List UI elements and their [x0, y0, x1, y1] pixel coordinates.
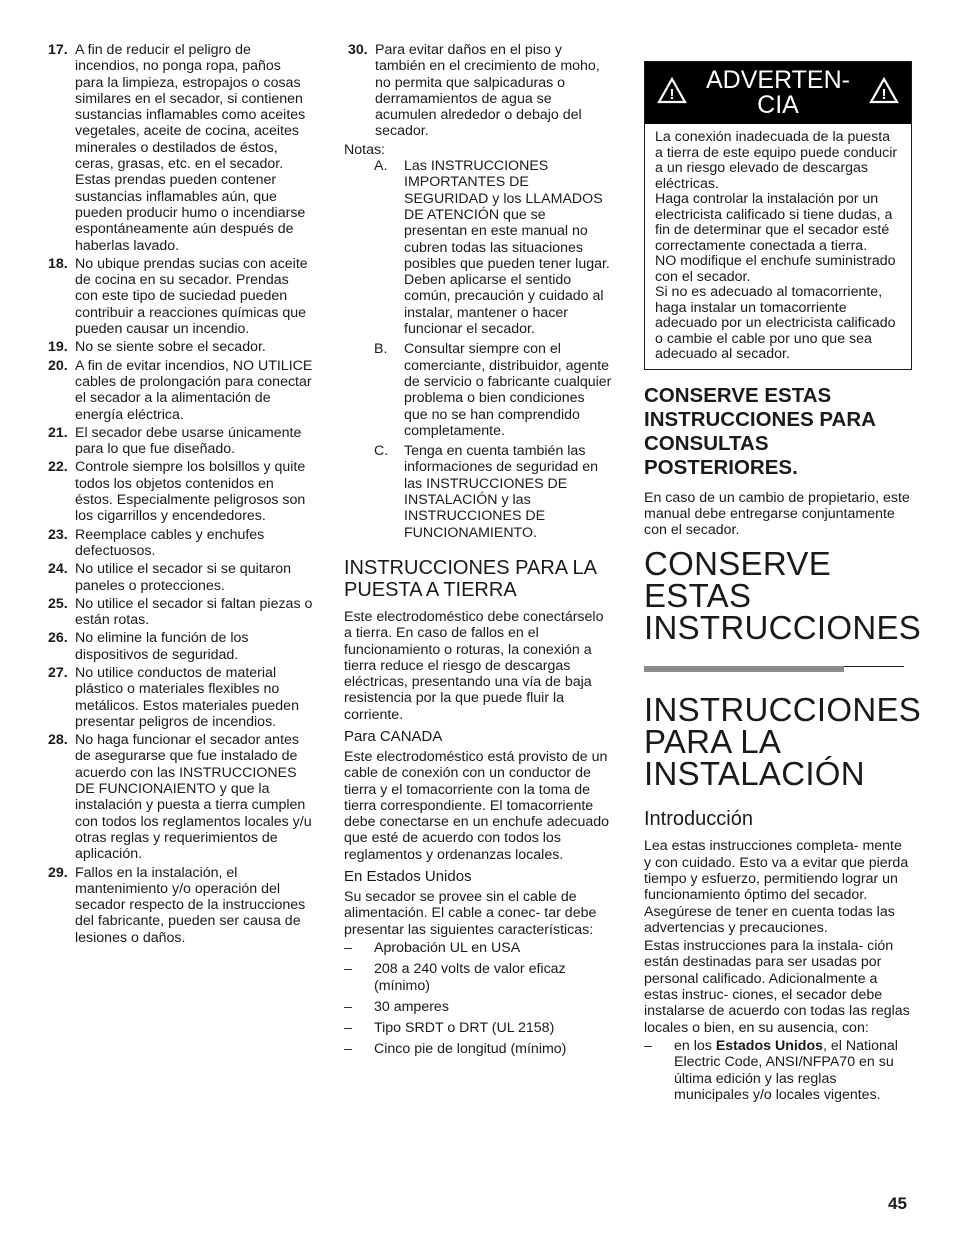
note-text: Las INSTRUCCIONES IMPORTANTES DE SEGURIDAD y los LLAMADOS DE ATENCIÓN que se presentan en este manual no cubren todas las situaciones posibles que pueden tener lugar. Deben aplicarse el sentido común, precaución y cuidado al instalar, mantener o hacer funcionar el secador. [404, 158, 610, 338]
column-left [48, 42, 313, 948]
dash-bullet: – [344, 961, 352, 978]
list-item-30 [348, 42, 612, 140]
item-text: No utilice el secador si se quitaron paneles o protecciones. [75, 561, 292, 594]
list-item [48, 459, 313, 524]
item-text: Fallos en la instalación, el mantenimiento y/o operación del secador respecto de la instrucciones del fabricante, pueden ser causa de lesiones o daños. [75, 864, 306, 946]
dash-bullet: – [344, 998, 352, 1015]
requirement-text: Aprobación UL en USA [374, 939, 521, 956]
warning-line: NO modifique el enchufe suministrado con el secador. [655, 253, 896, 285]
item-number: 17. [48, 42, 68, 58]
warning-triangle-icon [657, 77, 687, 108]
requirement-item [344, 1041, 612, 1057]
item-text: El secador debe usarse únicamente para lo que fue diseñado. [75, 424, 302, 458]
list-item [48, 665, 313, 730]
column-right [644, 61, 922, 1108]
grounding-heading: INSTRUCCIONES PARA LA PUESTA A TIERRA [344, 556, 596, 601]
item-number: 22. [48, 459, 68, 476]
intro-list-item: – en los Estados Unidos, el National Electric Code, ANSI/NFPA70 en su última edición y las reglas municipales y/o locales vigentes. [644, 1037, 898, 1103]
warning-line: La conexión inadecuada de la puesta a tierra de este equipo puede conducir a un riesgo elevado de descargas eléctricas. [655, 129, 898, 192]
usa-heading: En Estados Unidos [344, 868, 472, 886]
item-text: Para evitar daños en el piso y también en el crecimiento de moho, no permita que salpicaduras o derramamientos de agua se acumulen alrededor o debajo del secador. [375, 42, 600, 140]
item-number: 21. [48, 424, 68, 441]
list-item [48, 527, 313, 560]
requirement-item [344, 1020, 612, 1036]
warning-box [644, 61, 912, 370]
note-text: Tenga en cuenta también las informaciones de seguridad en las INSTRUCCIONES DE INSTALACIÓN y las INSTRUCCIONES DE FUNCIONAMIENTO. [404, 443, 599, 541]
requirement-text: 30 amperes [374, 998, 449, 1015]
item-text: No haga funcionar el secador antes de asegurarse que fue instalado de acuerdo con las INSTRUCCIONES DE FUNCIONAIENTO y que la instalación y puesta a tierra cumplen con todos los reglamentos locales y/u otras reglas y requerimientos de aplicación. [75, 732, 312, 863]
keep-instructions-heading: CONSERVE ESTAS INSTRUCCIONES PARA CONSULTAS POSTERIORES. [644, 383, 876, 479]
item-number: 25. [48, 595, 68, 612]
keep-instructions-text: En caso de un cambio de propietario, este manual debe entregarse conjuntamente con el secador. [644, 489, 910, 539]
item-number: 29. [48, 864, 68, 881]
item-number: 28. [48, 732, 68, 749]
grounding-text: Este electrodoméstico debe conectárselo a tierra. En caso de fallos en el funcionamiento o roturas, la conexión a tierra reduce el riesgo de descargas eléctricas, presentando una vía de baja resistencia por la que puede fluir la corriente. [344, 608, 604, 723]
list-item [48, 256, 313, 337]
requirement-item [344, 999, 612, 1015]
list-item [48, 561, 313, 594]
requirement-item [344, 940, 612, 956]
item-text: No se siente sobre el secador. [75, 339, 266, 356]
warning-title: ADVERTEN- CIA [705, 66, 850, 119]
usa-requirements-list [344, 940, 612, 1058]
warning-header [645, 62, 911, 124]
list-item [48, 42, 313, 254]
list-item [48, 865, 313, 946]
dash-bullet: – [344, 1020, 352, 1037]
note-letter: C. [374, 443, 389, 460]
svg-text:!: ! [881, 86, 887, 104]
section-divider [644, 666, 912, 674]
item-number: 30. [348, 42, 368, 58]
canada-heading: Para CANADA [344, 727, 443, 745]
warning-body [645, 124, 911, 369]
item-text: No elimine la función de los dispositivos de seguridad. [75, 630, 249, 663]
canada-text: Este electrodoméstico está provisto de un cable de conexión con un conductor de tierra y el tomacorriente con la toma de tierra correspondiente. El tomacorriente debe conectarse en un enchufe adecuado que esté de acuerdo con todos los reglamentos y ordenanzas locales. [344, 748, 610, 863]
note-letter: A. [374, 158, 388, 175]
dash-bullet: – [644, 1037, 652, 1054]
svg-text:!: ! [669, 86, 675, 104]
note-item [344, 158, 612, 337]
item-number: 20. [48, 357, 68, 374]
column-middle [344, 42, 612, 1063]
item-number: 23. [48, 526, 68, 543]
note-item [344, 341, 612, 439]
item-number: 26. [48, 630, 68, 647]
item-text: A fin de reducir el peligro de incendios, no ponga ropa, paños para la limpieza, estropajos o cosas similares en el secador, si contienen sustancias inflamables como aceites vegetales, aceite de cocina, aceites minerales o destilados de éstos, ceras, grasas, etc. en el secador. Estas prendas pueden contener sustancias inflamables aún, que pueden producir humo o incendiarse espontáneamente aún después de haberlas lavado. [75, 42, 306, 254]
requirement-text: Tipo SRDT o DRT (UL 2158) [374, 1020, 555, 1037]
item-text: No ubique prendas sucias con aceite de cocina en su secador. Prendas con este tipo de suciedad pueden contribuir a reacciones químicas que pueden causar un incendio. [75, 255, 308, 338]
item-text: No utilice el secador si faltan piezas o están rotas. [75, 595, 313, 629]
dash-bullet: – [344, 1041, 352, 1058]
warning-line: Si no es adecuado al tomacorriente, haga instalar un tomacorriente adecuado por un electricista calificado o cambie el cable por uno que sea adecuado al secador. [655, 284, 896, 362]
list-item [48, 732, 313, 862]
note-text: Consultar siempre con el comerciante, distribuidor, agente de servicio o fabricante cualquier problema o bien condiciones que no se han comprendido completamente. [404, 341, 612, 439]
country-name: Estados Unidos [715, 1037, 824, 1054]
item-text: Controle siempre los bolsillos y quite todos los objetos contenidos en éstos. Especialmente peligrosos son los cigarrillos y encendedores. [75, 459, 306, 525]
page-number: 45 [888, 1194, 907, 1213]
intro-heading: Introducción [644, 808, 753, 831]
warning-triangle-icon [869, 77, 899, 108]
list-item [48, 630, 313, 663]
item-number: 24. [48, 561, 68, 578]
item-text: Reemplace cables y enchufes defectuosos. [75, 526, 265, 559]
installation-heading: INSTRUCCIONES PARA LA INSTALACIÓN [644, 691, 922, 793]
list-item [48, 425, 313, 458]
item-number: 19. [48, 339, 68, 356]
dash-bullet: – [344, 939, 352, 956]
note-letter: B. [374, 341, 388, 358]
notes-label: Notas: [344, 141, 386, 158]
notes-list [344, 158, 612, 541]
item-number: 27. [48, 664, 68, 681]
item-text: No utilice conductos de material plástico o materiales flexibles no metálicos. Estos materiales pueden presentar peligros de incendios. [75, 664, 299, 730]
usa-text: Su secador se provee sin el cable de alimentación. El cable a conec- tar debe presentar las siguientes características: [344, 889, 597, 938]
intro-paragraph-2: Estas instrucciones para la instala- ción están destinadas para ser usadas por personal calificado. Adicionalmente a estas instruc- ciones, el secador debe instalarse de acuerdo con todas las reglas locales o bien, en su ausencia, con: [644, 938, 910, 1036]
list-item [48, 339, 313, 355]
requirement-item [344, 961, 612, 994]
list-item [48, 596, 313, 629]
conserve-heading: CONSERVE ESTAS INSTRUCCIONES [644, 545, 922, 647]
intro-paragraph-1: Lea estas instrucciones completa- mente y con cuidado. Esto va a evitar que pierda tiempo y esfuerzo, permitiendo lograr un funcionamiento óptimo del secador. Asegúrese de tener en cuenta todas las advertencias y precauciones. [644, 838, 909, 936]
list-item [48, 358, 313, 423]
requirement-text: Cinco pie de longitud (mínimo) [374, 1041, 567, 1058]
warning-line: Haga controlar la instalación por un electricista calificado si tiene dudas, a fin de determinar que el secador esté correctamente conectada a tierra. [655, 191, 893, 254]
requirement-text: 208 a 240 volts de valor eficaz (mínimo) [374, 961, 566, 994]
item-number: 18. [48, 255, 68, 272]
note-item [344, 443, 612, 541]
item-text: A fin de evitar incendios, NO UTILICE cables de prolongación para conectar el secador a la alimentación de energía eléctrica. [75, 357, 313, 423]
